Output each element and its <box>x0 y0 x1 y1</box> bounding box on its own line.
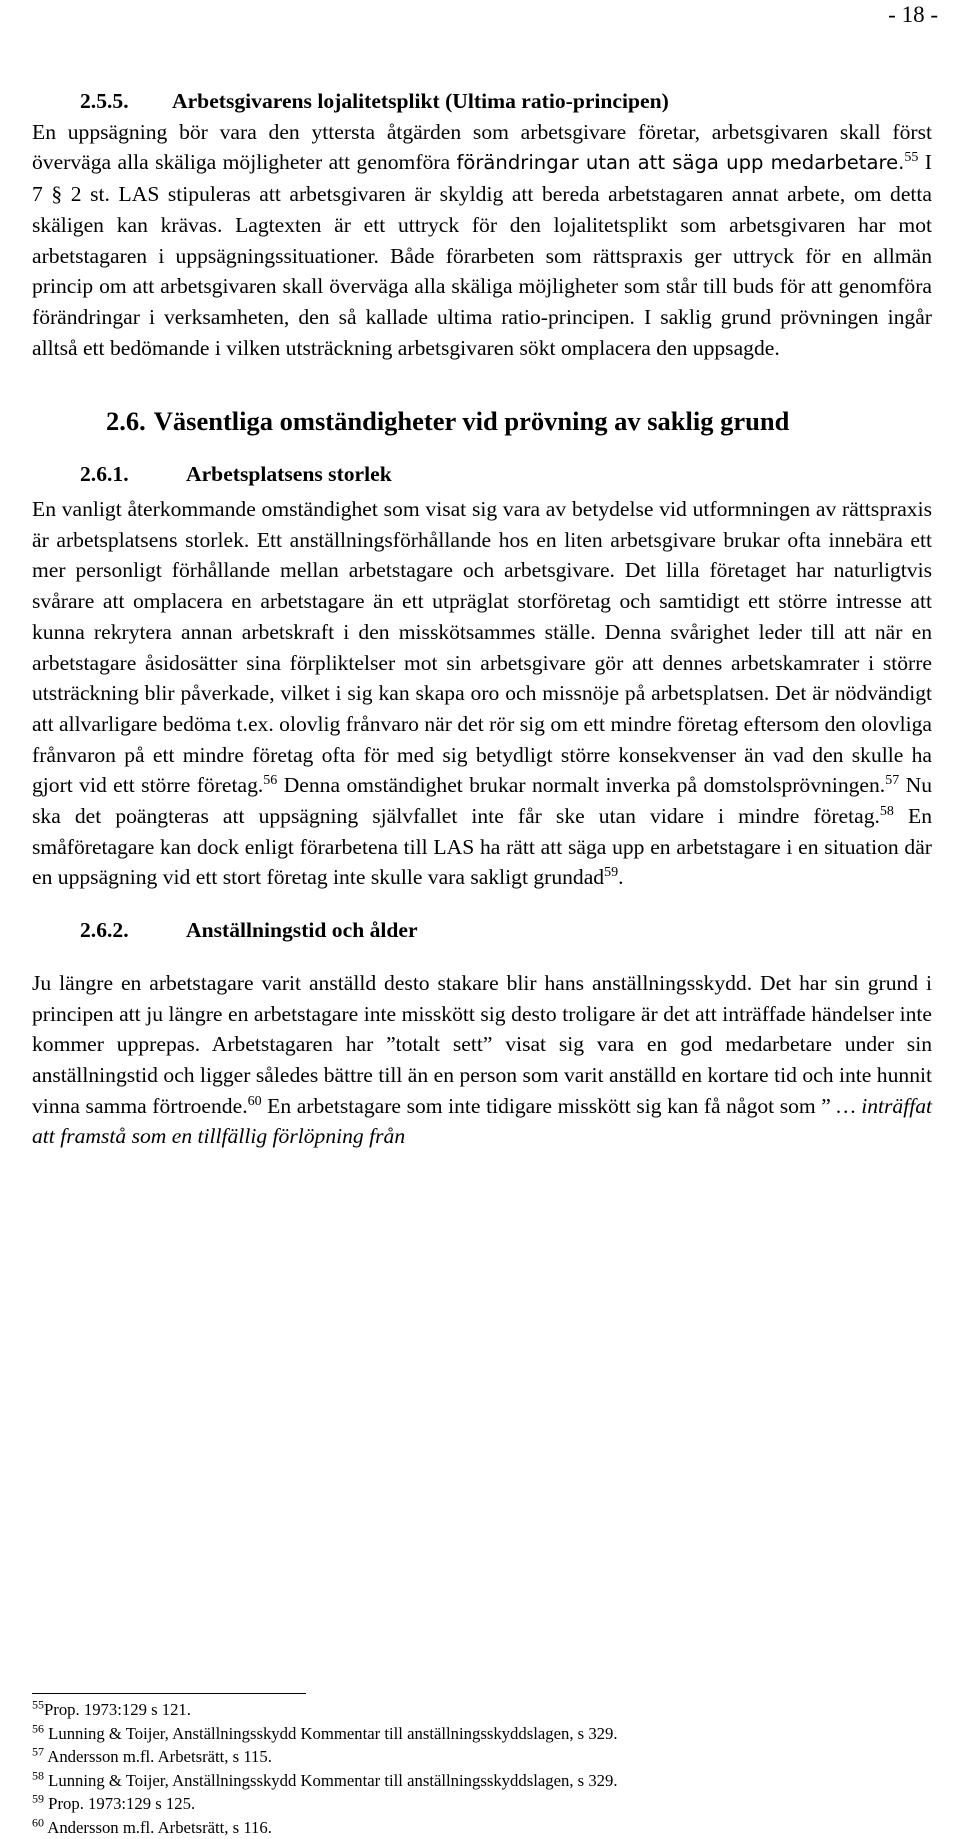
footnote-text: Andersson m.fl. Arbetsrätt, s 116. <box>47 1818 272 1837</box>
footnote <box>32 1792 932 1816</box>
footnote-number: 58 <box>32 1768 44 1782</box>
footnote-ref: 55 <box>904 150 918 165</box>
paragraph-text: Nu ska det poängteras att uppsägning självfallet inte får ske utan vidare i mindre företag. <box>32 773 932 828</box>
page-number: - 18 - <box>888 2 938 28</box>
paragraph-arbetsplatsens-storlek <box>32 494 932 893</box>
footnote-ref: 57 <box>885 773 899 788</box>
footnote-number: 59 <box>32 1791 44 1805</box>
footnote-ref: 59 <box>604 865 618 880</box>
footnote-number: 60 <box>32 1815 44 1829</box>
section-number: 2.6.1. <box>80 459 186 490</box>
footnote-text: Prop. 1973:129 s 121. <box>44 1700 191 1719</box>
paragraph-text: En vanligt återkommande omständighet som visat sig vara av betydelse vid utformningen av rättspraxis är arbetsplatsens storlek. Ett anställningsförhållande hos en liten arbetsgivare brukar ofta innebära ett mer personligt förhållande mellan arbetstagare och arbetsgivare. Det lilla företaget har naturligtvis svårare att omplacera en arbetstagare än ett utpräglat storföretag och samtidigt ett större intresse att kunna rekrytera annan arbetskraft i den misskötsammes ställe. Denna svårighet leder till att när en arbetstagare åsidosätter sina förpliktelser mot sin arbetsgivare gör att dennes arbetskamrater i större utsträckning blir påverkade, vilket i sig kan skapa oro och missnöje på arbetsplatsen. Det är nödvändigt att allvarligare bedöma t.ex. olovlig frånvaro när det rör sig om ett mindre företag eftersom den olovliga frånvaron på ett mindre företag ofta för med sig betydligt större konsekvenser än vad den skulle ha gjort vid ett större företag. <box>32 497 932 797</box>
paragraph-anstallningstid <box>32 968 932 1152</box>
paragraph-text: En småföretagare kan dock enligt förarbetena till LAS ha rätt att säga upp en arbetstagare i en situation där en uppsägning vid ett stort företag inte skulle vara sakligt grundad <box>32 804 932 889</box>
footnote-number: 55 <box>32 1697 44 1711</box>
section-number: 2.6.2. <box>80 915 186 946</box>
footnote-separator <box>32 1693 306 1694</box>
footnote <box>32 1745 932 1769</box>
paragraph-text: En arbetstagare som inte tidigare misskött sig kan få något som ” <box>267 1094 831 1118</box>
paragraph-text: LAS stipuleras att arbetsgivaren är skyldig att bereda arbetstagaren annat arbete, om detta skäligen kan krävas. Lagtexten är ett uttryck för den lojalitetsplikt som arbetsgivaren har mot arbetstagaren i uppsägningssituationer. <box>32 182 932 267</box>
footnote-ref: 56 <box>263 773 277 788</box>
footnote-text: Prop. 1973:129 s 125. <box>48 1794 195 1813</box>
section-title: Väsentliga omständigheter vid prövning av saklig grund <box>154 406 790 436</box>
section-number: 2.6. <box>106 406 146 436</box>
footnote-ref: 60 <box>248 1094 262 1109</box>
paragraph-quote-text: … inträffat att framstå som en tillfällig förlöpning från <box>32 1094 932 1149</box>
paragraph-text: . <box>618 865 623 889</box>
footnote-number: 57 <box>32 1744 44 1758</box>
section-title: Anställningstid och ålder <box>186 918 418 942</box>
section-heading-2-5-5 <box>80 86 932 117</box>
footnote-number: 56 <box>32 1721 44 1735</box>
section-number: 2.5.5. <box>80 86 172 117</box>
document-body <box>32 86 932 1152</box>
paragraph-text: Ju längre en arbetstagare varit anställd desto stakare blir hans anställningsskydd. Det har sin grund i principen att ju längre en arbetstagare inte misskött sig desto troligare är det att inträffade händelser inte kommer upprepas. Arbetstagaren har ”totalt sett” visat sig vara en god medarbetare under sin anställningstid och ligger således bättre till än en person som varit anställd en kortare tid och inte hunnit vinna samma förtroende. <box>32 971 932 1118</box>
footnote-text: Lunning & Toijer, Anställningsskydd Kommentar till anställningsskyddslagen, s 329. <box>48 1724 617 1743</box>
paragraph-lojalitetsplikt <box>32 117 932 364</box>
section-heading-2-6 <box>106 405 932 437</box>
footnote <box>32 1698 932 1722</box>
footnote <box>32 1722 932 1746</box>
paragraph-text: I 7 § 2 st. <box>32 150 932 206</box>
section-title: Arbetsplatsens storlek <box>186 462 392 486</box>
paragraph-text: Både förarbeten som rättspraxis ger uttryck för en allmän princip om att arbetsgivaren skall överväga alla skäliga möjligheter som står till buds för att genomföra förändringar i verksamheten, den så kallade ultima ratio-principen. I saklig grund prövningen ingår alltså ett bedömande i vilken utsträckning arbetsgivaren sökt omplacera den uppsagde. <box>32 244 932 360</box>
footnote <box>32 1816 932 1839</box>
footnote <box>32 1769 932 1793</box>
footnote-text: Lunning & Toijer, Anställningsskydd Kommentar till anställningsskyddslagen, s 329. <box>48 1771 617 1790</box>
paragraph-text: En uppsägning bör vara den yttersta åtgärden som arbetsgivare företar, arbetsgivaren skall först överväga alla skäliga möjligheter att genomföra <box>32 120 932 175</box>
paragraph-text: Denna omständighet brukar normalt inverka på domstolsprövningen. <box>284 773 886 797</box>
paragraph-text: förändringar utan att säga upp medarbetare. <box>456 151 904 174</box>
footnote-ref: 58 <box>880 804 894 819</box>
footnotes <box>32 1698 932 1839</box>
section-title: Arbetsgivarens lojalitetsplikt (Ultima ratio-principen) <box>172 89 669 113</box>
footnote-text: Andersson m.fl. Arbetsrätt, s 115. <box>47 1747 272 1766</box>
section-heading-2-6-2 <box>80 915 932 946</box>
section-heading-2-6-1 <box>80 459 932 490</box>
